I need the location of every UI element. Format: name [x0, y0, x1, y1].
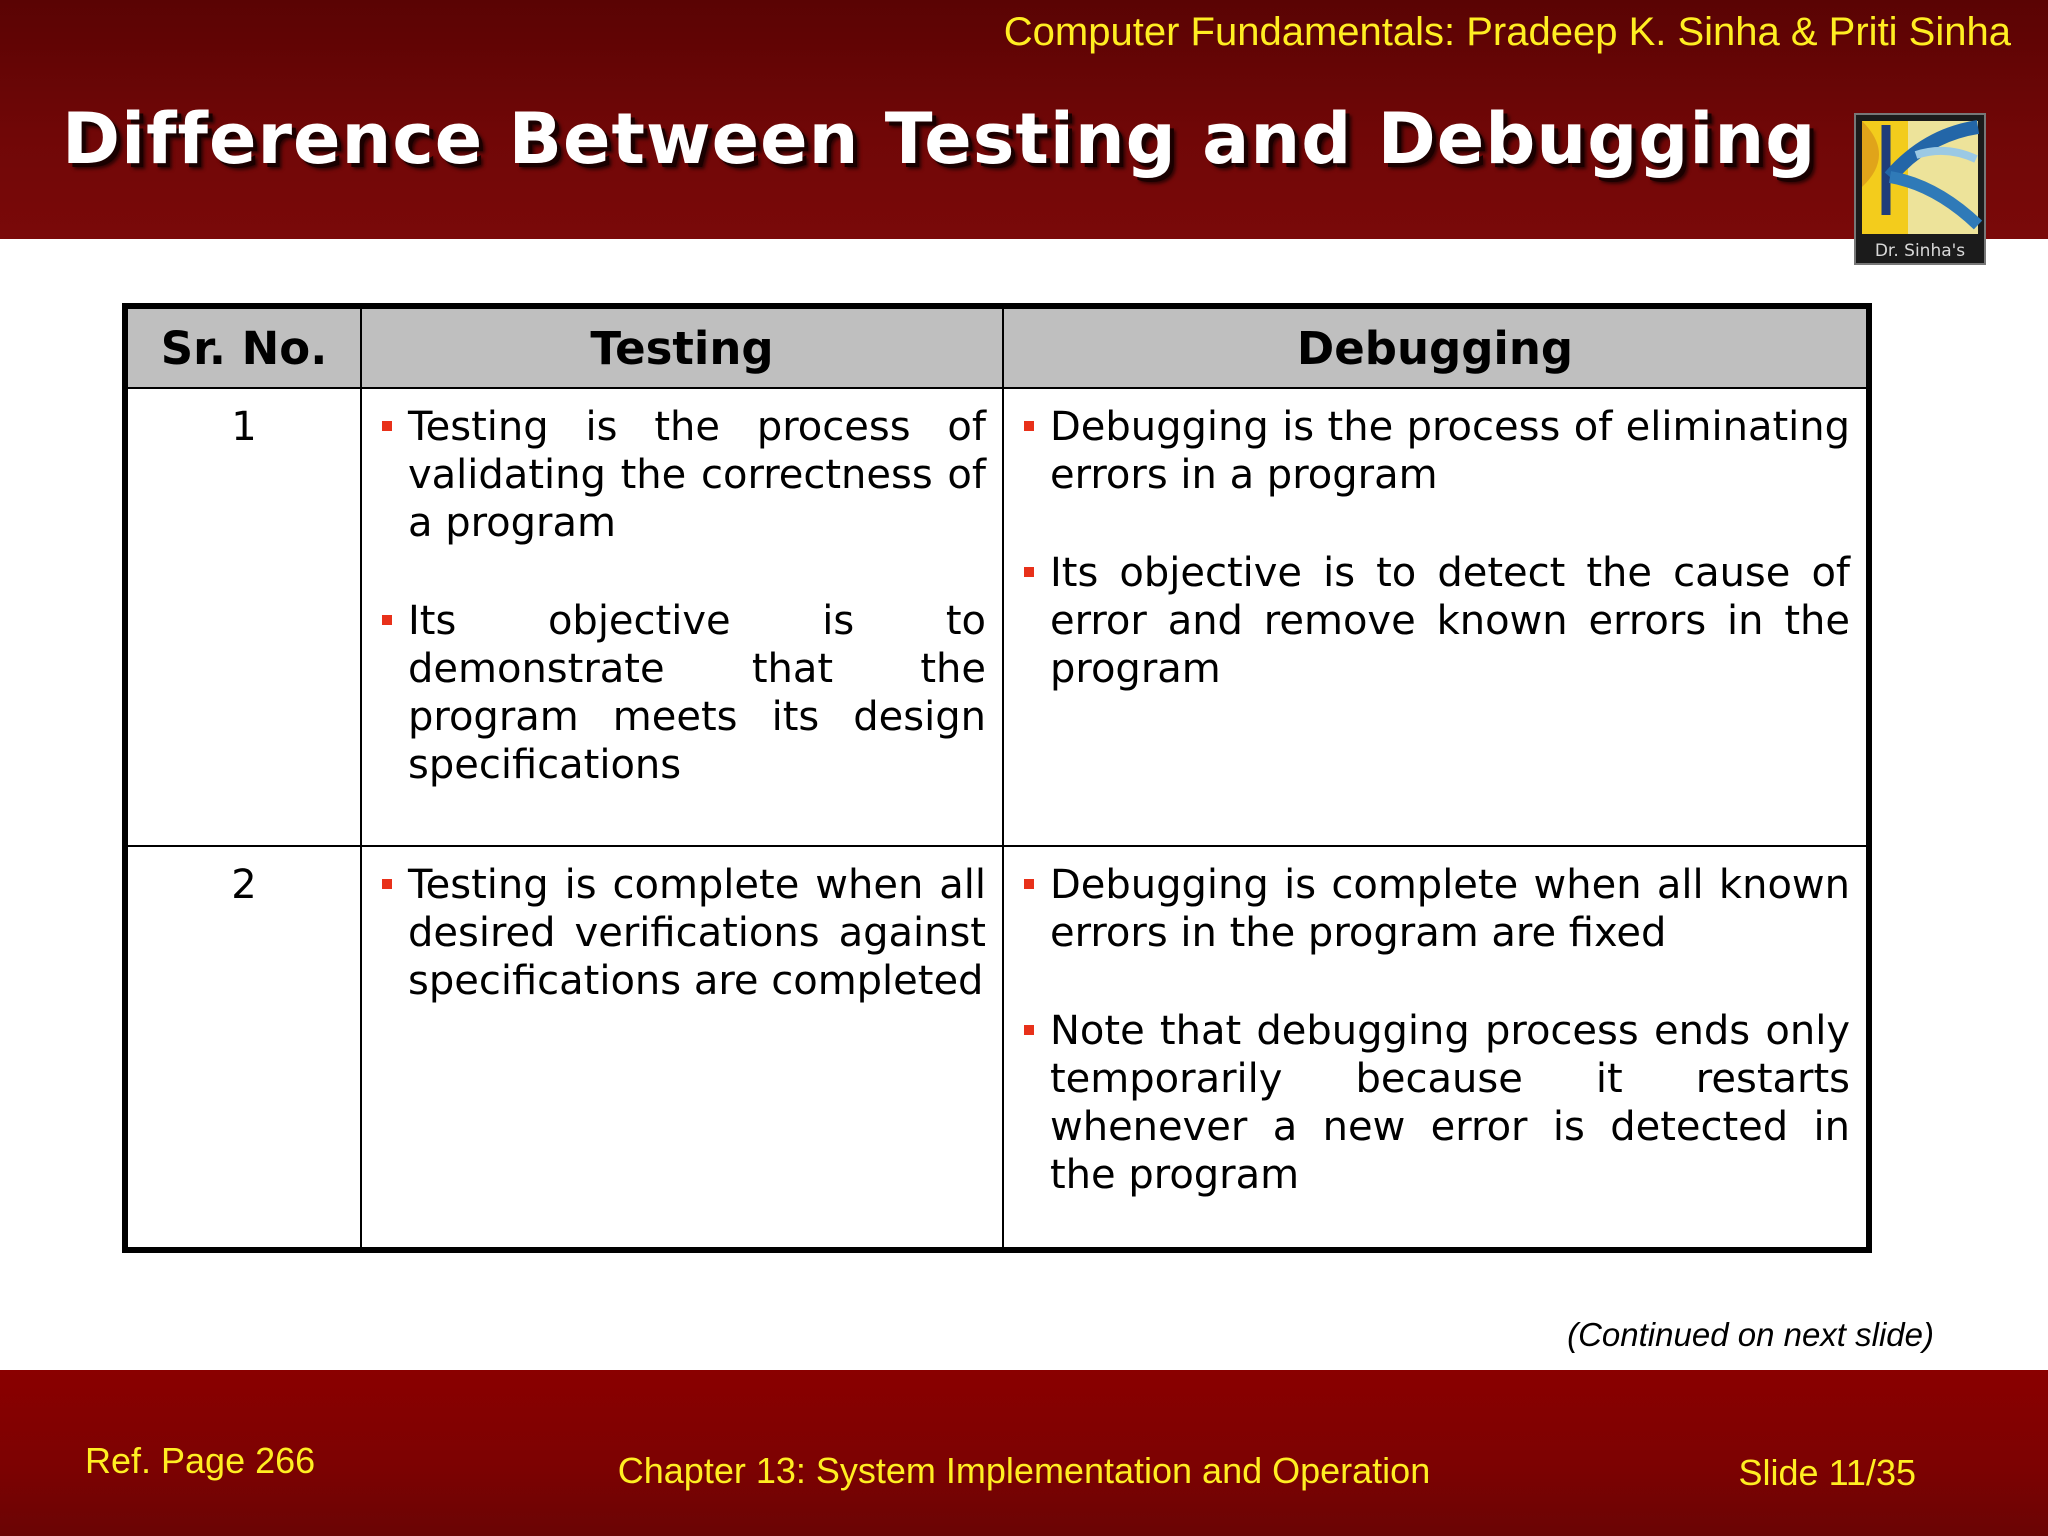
- debugging-cell: [1003, 846, 1869, 1250]
- column-header-sr-no: Sr. No.: [125, 306, 361, 388]
- column-header-debugging: Debugging: [1003, 306, 1869, 388]
- testing-cell: [361, 388, 1003, 846]
- slide-footer: [0, 1370, 2048, 1536]
- column-header-testing: Testing: [361, 306, 1003, 388]
- slide-header: [0, 0, 2048, 239]
- debugging-bullet: Note that debugging process ends only temporarily because it restarts whenever a new error is detected in the program: [1024, 1007, 1850, 1199]
- book-credit: Computer Fundamentals: Pradeep K. Sinha & Priti Sinha: [1003, 10, 2011, 54]
- logo-label: Dr. Sinha's: [1874, 241, 1966, 261]
- debugging-bullet: Debugging is the process of eliminating errors in a program: [1024, 403, 1850, 499]
- serial-number-cell: 1: [125, 388, 361, 846]
- chapter-title: Chapter 13: System Implementation and Operation: [617, 1450, 1431, 1491]
- debugging-bullet: Its objective is to detect the cause of error and remove known errors in the program: [1024, 549, 1850, 693]
- table-row: [125, 388, 1869, 846]
- testing-bullet: Testing is complete when all desired verifications against specifications are completed: [382, 861, 986, 1005]
- testing-bullet: Its objective is to demonstrate that the program meets its design specifications: [382, 597, 986, 789]
- slide-number: Slide 11/35: [1738, 1452, 1916, 1493]
- serial-number-cell: 2: [125, 846, 361, 1250]
- comparison-table: [122, 303, 1872, 1253]
- reference-page: Ref. Page 266: [85, 1440, 316, 1481]
- table-row: [125, 846, 1869, 1250]
- testing-cell: [361, 846, 1003, 1250]
- slide-title: Difference Between Testing and Debugging: [62, 98, 1817, 180]
- author-logo: [1854, 113, 1986, 265]
- debugging-bullet: Debugging is complete when all known errors in the program are fixed: [1024, 861, 1850, 957]
- debugging-cell: [1003, 388, 1869, 846]
- testing-bullet: Testing is the process of validating the correctness of a program: [382, 403, 986, 547]
- table-header-row: [125, 306, 1869, 388]
- continued-note: (Continued on next slide): [1567, 1316, 1934, 1353]
